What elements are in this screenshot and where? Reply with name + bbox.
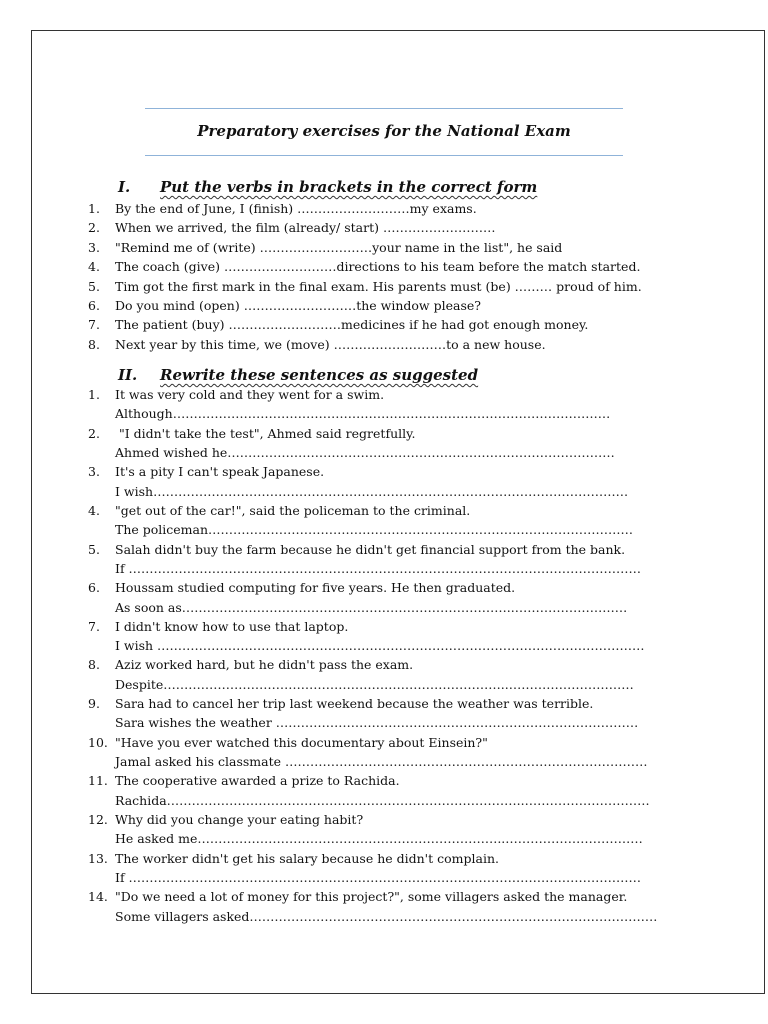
- item-number: 5.: [88, 278, 100, 294]
- item-number: 6.: [88, 580, 100, 596]
- rewrite-prompt: If ……………………………………………………………………………………………………………: [115, 560, 642, 576]
- item-sentence: Salah didn't buy the farm because he didn't get financial support from the bank.: [115, 541, 626, 557]
- item-sentence: "get out of the car!", said the policeman to the criminal.: [115, 502, 471, 518]
- section-heading-text: Rewrite these sentences as suggested: [160, 366, 479, 384]
- item-number: 2.: [88, 425, 100, 441]
- rewrite-prompt: Rachida…………………………………………………………………………..…………………………: [115, 792, 650, 808]
- section-heading-1: [118, 177, 537, 197]
- rewrite-prompt: I wish……………………………………………………………………………………………………: [115, 483, 629, 499]
- list-item: [88, 578, 657, 617]
- list-item: [88, 771, 657, 810]
- rewrite-prompt: As soon as……………………………………………………………………..………………………: [115, 599, 628, 615]
- item-number: 9.: [88, 696, 100, 712]
- item-sentence: Aziz worked hard, but he didn't pass the exam.: [115, 657, 414, 673]
- item-number: 5.: [88, 541, 100, 557]
- item-number: 7.: [88, 317, 100, 333]
- item-number: 3.: [88, 464, 100, 480]
- item-text: When we arrived, the film (already/ start) ………………………: [115, 220, 496, 236]
- list-item: [88, 501, 657, 540]
- rewrite-prompt: Despite………………………………………………………………………..…………………………: [115, 676, 634, 692]
- item-text: By the end of June, I (finish) ………………………my exams.: [115, 201, 477, 216]
- rewrite-prompt: Jamal asked his classmate ……………………………………………………………………………: [115, 754, 648, 770]
- rewrite-prompt: He asked me………………………………………………………………..……………………………: [115, 831, 643, 847]
- list-item: [88, 540, 657, 579]
- item-number: 2.: [88, 220, 100, 236]
- item-number: 13.: [88, 850, 108, 866]
- item-sentence: "I didn't take the test", Ahmed said regretfully.: [115, 425, 416, 441]
- item-number: 7.: [88, 618, 100, 634]
- item-sentence: The cooperative awarded a prize to Rachida.: [115, 773, 400, 789]
- rewrite-exercise-list: [88, 385, 657, 926]
- list-item: [88, 218, 642, 237]
- section-heading-text: Put the verbs in brackets in the correct form: [160, 178, 538, 196]
- list-item: [88, 849, 657, 888]
- title-rule-top: [145, 108, 623, 109]
- section-number: I.: [118, 178, 131, 196]
- item-number: 12.: [88, 812, 108, 828]
- rewrite-prompt: If ……………………………………………………………………………………………………………: [115, 869, 642, 885]
- list-item: [88, 199, 642, 218]
- item-text: Do you mind (open) ………………………the window please?: [115, 297, 481, 313]
- list-item: [88, 462, 657, 501]
- item-text: Next year by this time, we (move) ………………………to a new house.: [115, 336, 546, 352]
- rewrite-prompt: I wish ………………………………………………………………………………………………………: [115, 638, 645, 654]
- item-sentence: It was very cold and they went for a swim.: [115, 387, 385, 402]
- item-number: 6.: [88, 297, 100, 313]
- item-sentence: I didn't know how to use that laptop.: [115, 618, 349, 634]
- list-item: [88, 694, 657, 733]
- verb-exercise-list: [88, 199, 642, 354]
- item-number: 1.: [88, 387, 100, 402]
- item-sentence: The worker didn't get his salary because he didn't complain.: [115, 850, 499, 866]
- item-number: 11.: [88, 773, 108, 789]
- title-rule-bottom: [145, 155, 623, 156]
- list-item: [88, 617, 657, 656]
- item-sentence: "Have you ever watched this documentary about Einsein?": [115, 734, 488, 750]
- rewrite-prompt: Ahmed wished he…………………………………………………………………………………: [115, 444, 615, 460]
- item-number: 4.: [88, 502, 100, 518]
- list-item: [88, 277, 642, 296]
- page-title: Preparatory exercises for the National Exam: [197, 122, 571, 140]
- list-item: [88, 424, 657, 463]
- item-sentence: It's a pity I can't speak Japanese.: [115, 464, 325, 480]
- item-number: 10.: [88, 734, 108, 750]
- list-item: [88, 887, 657, 926]
- list-item: [88, 385, 657, 424]
- item-sentence: Houssam studied computing for five years. He then graduated.: [115, 580, 516, 596]
- item-text: The coach (give) ………………………directions to his team before the match started.: [115, 259, 641, 275]
- list-item: [88, 733, 657, 772]
- rewrite-prompt: Sara wishes the weather ……………………………………………………………………………: [115, 715, 639, 731]
- rewrite-prompt: The policeman…………………………………………………………………………………………: [115, 522, 634, 538]
- rewrite-prompt: Although……………………………………………………………………………………………: [115, 406, 611, 422]
- section-number: II.: [118, 366, 138, 384]
- item-number: 8.: [88, 657, 100, 673]
- list-item: [88, 257, 642, 276]
- item-text: "Remind me of (write) ………………………your name in the list", he said: [115, 239, 563, 255]
- rewrite-prompt: Some villagers asked………………………………………..……………………………………………: [115, 908, 658, 924]
- list-item: [88, 810, 657, 849]
- list-item: [88, 296, 642, 315]
- section-heading-2: [118, 365, 478, 385]
- list-item: [88, 335, 642, 354]
- item-text: Tim got the first mark in the final exam. His parents must (be) ……… proud of him.: [115, 278, 642, 294]
- item-sentence: "Do we need a lot of money for this project?", some villagers asked the manager.: [115, 889, 628, 905]
- item-sentence: Sara had to cancel her trip last weekend because the weather was terrible.: [115, 696, 594, 712]
- item-number: 8.: [88, 336, 100, 352]
- item-number: 3.: [88, 239, 100, 255]
- item-sentence: Why did you change your eating habit?: [115, 812, 364, 828]
- item-number: 4.: [88, 259, 100, 275]
- item-number: 1.: [88, 201, 100, 216]
- item-number: 14.: [88, 889, 108, 905]
- list-item: [88, 655, 657, 694]
- list-item: [88, 315, 642, 334]
- list-item: [88, 238, 642, 257]
- item-text: The patient (buy) ………………………medicines if he had got enough money.: [115, 317, 589, 333]
